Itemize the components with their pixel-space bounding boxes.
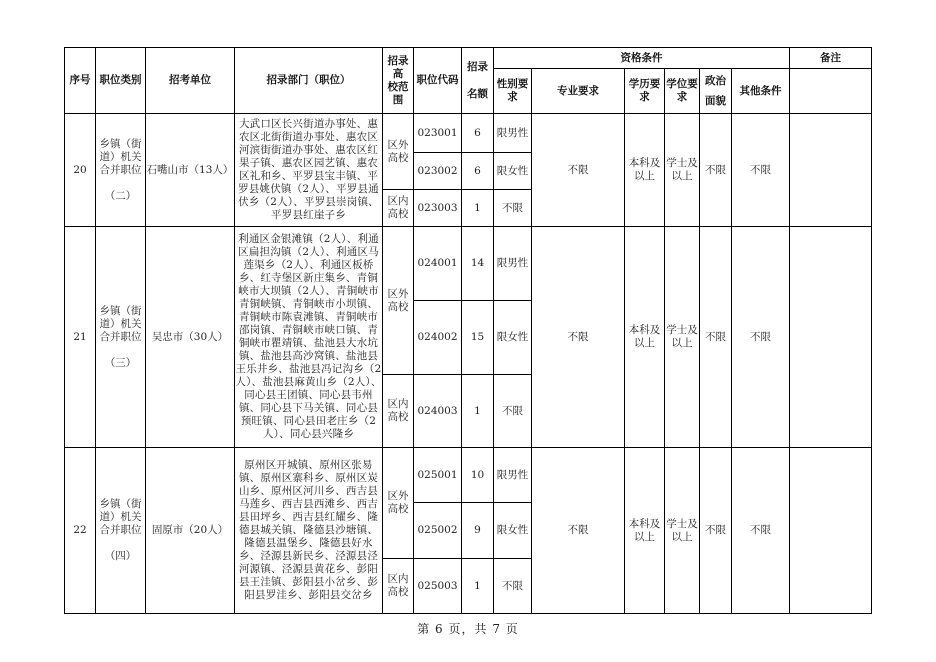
school-range-cell: 区内高校 [383, 190, 414, 227]
unit-cell: 固原市（20人） [146, 448, 235, 614]
header-school-range [383, 48, 414, 114]
header-school-range-line1: 招录高 [387, 54, 409, 80]
gender-cell: 不限 [494, 190, 532, 227]
remarks-cell [790, 114, 872, 227]
seq-cell: 22 [65, 448, 96, 614]
dept-cell: 原州区开城镇、原州区张易镇、原州区寨科乡、原州区炭山乡、原州区河川乡、西吉县马莲乡、西吉县西滩乡、西吉县田坪乡、西吉县红耀乡、隆德县城关镇、隆德县沙塘镇、隆德县温堡乡、隆德县好水乡、泾源县新民乡、泾源县泾河源镇、泾源县黄花乡、彭阳县王洼镇、彭阳县小岔乡、彭阳县罗洼乡、彭阳县交岔乡 [235, 448, 383, 614]
unit-cell: 吴忠市（30人） [146, 227, 235, 448]
quota-cell: 6 [462, 114, 494, 153]
school-range-cell: 区内高校 [383, 559, 414, 614]
gender-cell: 限女性 [494, 153, 532, 190]
position-code: 024002 [414, 301, 462, 375]
category-cell [96, 227, 146, 448]
header-degree: 学位要求 [665, 69, 700, 114]
degree-cell: 学士及以上 [665, 114, 700, 227]
remarks-cell [790, 227, 872, 448]
header-gender: 性别要求 [494, 69, 532, 114]
header-education: 学历要求 [625, 69, 665, 114]
table-row [65, 227, 872, 301]
gender-cell: 不限 [494, 375, 532, 448]
position-code: 023001 [414, 114, 462, 153]
major-cell: 不限 [532, 114, 625, 227]
gender-cell: 限男性 [494, 114, 532, 153]
school-range-cell: 区内高校 [383, 375, 414, 448]
political-cell: 不限 [700, 227, 732, 448]
header-political-line1: 政治 [705, 75, 726, 87]
position-code: 024003 [414, 375, 462, 448]
header-category: 职位类别 [96, 48, 146, 114]
quota-cell: 10 [462, 448, 494, 503]
header-quota [462, 48, 494, 114]
header-remarks-blank [790, 69, 872, 114]
other-cell: 不限 [732, 114, 790, 227]
header-school-range-line2: 校范围 [387, 80, 409, 106]
position-code: 023003 [414, 190, 462, 227]
header-unit: 招考单位 [146, 48, 235, 114]
dept-cell: 大武口区长兴街道办事处、惠农区北街街道办事处、惠农区河滨街街道办事处、惠农区红果子镇、惠农区园艺镇、惠农区礼和乡、平罗县宝丰镇、平罗县姚伏镇（2人）、平罗县通伏乡（2人）、平罗县崇岗镇、平罗县红崖子乡 [235, 114, 383, 227]
education-cell: 本科及以上 [625, 114, 665, 227]
political-cell: 不限 [700, 448, 732, 614]
school-range-cell: 区外高校 [383, 448, 414, 559]
other-cell: 不限 [732, 448, 790, 614]
degree-cell: 学士及以上 [665, 448, 700, 614]
header-quota-line1: 招录 [467, 60, 488, 73]
major-cell: 不限 [532, 227, 625, 448]
remarks-cell [790, 448, 872, 614]
gender-cell: 限男性 [494, 448, 532, 503]
header-quota-line2: 名额 [467, 87, 488, 100]
category-suffix: （二） [104, 189, 137, 202]
quota-cell: 14 [462, 227, 494, 301]
category-cell [96, 448, 146, 614]
school-range-cell: 区外高校 [383, 227, 414, 375]
gender-cell: 限女性 [494, 301, 532, 375]
header-other: 其他条件 [732, 69, 790, 114]
gender-cell: 不限 [494, 559, 532, 614]
quota-cell: 15 [462, 301, 494, 375]
header-row-1 [65, 48, 872, 69]
header-remarks: 备注 [790, 48, 872, 69]
header-seq: 序号 [65, 48, 96, 114]
quota-cell: 9 [462, 503, 494, 559]
unit-cell: 石嘴山市（13人） [146, 114, 235, 227]
category-suffix: （三） [104, 356, 137, 369]
education-cell: 本科及以上 [625, 448, 665, 614]
quota-cell: 1 [462, 190, 494, 227]
header-major: 专业要求 [532, 69, 625, 114]
quota-cell: 1 [462, 375, 494, 448]
page-number: 第 6 页，共 7 页 [417, 622, 519, 636]
category-text: 乡镇（街道）机关合并职位 [99, 304, 142, 343]
major-cell: 不限 [532, 448, 625, 614]
table-row [65, 448, 872, 503]
category-text: 乡镇（街道）机关合并职位 [99, 137, 142, 176]
education-cell: 本科及以上 [625, 227, 665, 448]
gender-cell: 限男性 [494, 227, 532, 301]
political-cell: 不限 [700, 114, 732, 227]
category-suffix: （四） [104, 550, 137, 562]
other-cell: 不限 [732, 227, 790, 448]
position-code: 024001 [414, 227, 462, 301]
category-cell [96, 114, 146, 227]
position-code: 023002 [414, 153, 462, 190]
header-code: 职位代码 [414, 48, 462, 114]
seq-cell: 20 [65, 114, 96, 227]
dept-cell: 利通区金银滩镇（2人）、利通区扁担沟镇（2人）、利通区马莲渠乡（2人）、利通区板桥乡、红寺堡区新庄集乡、青铜峡市大坝镇（2人）、青铜峡市青铜峡镇、青铜峡市小坝镇、青铜峡市陈袁滩镇、青铜峡市邵岗镇、青铜峡市峡口镇、青铜峡市瞿靖镇、盐池县大水坑镇、盐池县高沙窝镇、盐池县王乐井乡、盐池县冯记沟乡（2人）、盐池县麻黄山乡（2人）、同心县王团镇、同心县韦州镇、同心县下马关镇、同心县预旺镇、同心县田老庄乡（2人）、同心县兴隆乡 [235, 227, 383, 448]
header-political [700, 69, 732, 114]
degree-cell: 学士及以上 [665, 227, 700, 448]
position-code: 025001 [414, 448, 462, 503]
position-code: 025002 [414, 503, 462, 559]
quota-cell: 1 [462, 559, 494, 614]
school-range-cell: 区外高校 [383, 114, 414, 190]
seq-cell: 21 [65, 227, 96, 448]
category-text: 乡镇（街道）机关合并职位 [99, 498, 142, 536]
table-row [65, 114, 872, 153]
header-dept: 招录部门（职位） [235, 48, 383, 114]
position-code: 025003 [414, 559, 462, 614]
header-political-line2: 面貌 [705, 95, 726, 107]
quota-cell: 6 [462, 153, 494, 190]
header-qualifications: 资格条件 [494, 48, 790, 69]
gender-cell: 限女性 [494, 503, 532, 559]
recruitment-table [64, 47, 872, 614]
